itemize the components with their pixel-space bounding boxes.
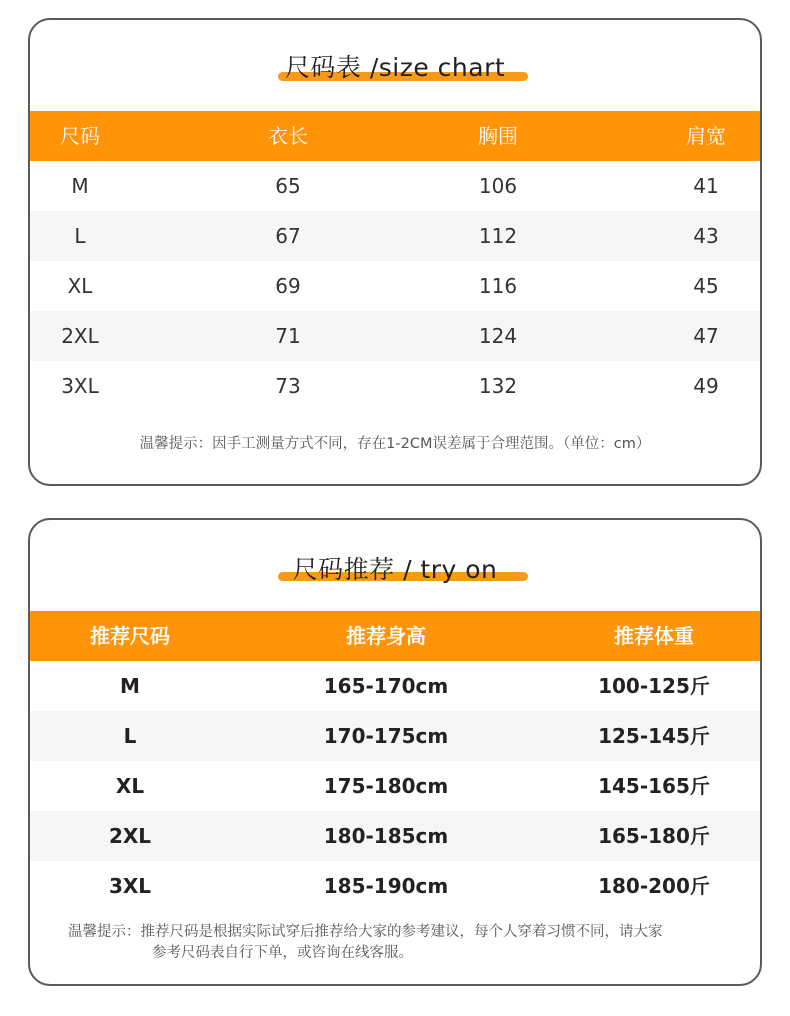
header-length: 衣长 [268,124,308,148]
header-recommended-size: 推荐尺码 [90,624,170,648]
cell-chest: 132 [478,374,518,398]
cell-shoulder: 41 [693,174,719,198]
table-row [30,161,760,211]
table-row [30,761,760,811]
cell-size: 2XL [61,324,99,348]
table-row [30,361,760,411]
cell-size: 2XL [108,824,152,848]
cell-chest: 116 [478,274,518,298]
cell-shoulder: 49 [693,374,719,398]
cell-size: XL [67,274,93,298]
cell-length: 69 [275,274,301,298]
try-on-title-en: / try on [403,555,498,584]
cell-shoulder: 47 [693,324,719,348]
size-chart-title-cn: 尺码表 [284,53,362,82]
cell-height: 165-170cm [323,674,449,698]
cell-chest: 106 [478,174,518,198]
cell-size: XL [115,774,145,798]
header-recommended-weight: 推荐体重 [614,624,694,648]
try-on-title-cn: 尺码推荐 [292,555,395,584]
cell-length: 67 [275,224,301,248]
cell-size: L [74,224,86,248]
cell-chest: 124 [478,324,518,348]
try-on-card [28,518,762,986]
size-chart-title [30,48,760,84]
try-on-note [68,922,760,964]
try-on-note-line2: 参考尺码表自行下单，或咨询在线客服。 [152,945,413,961]
cell-height: 170-175cm [323,724,449,748]
table-row [30,811,760,861]
header-shoulder: 肩宽 [686,124,726,148]
size-chart-title-en: /size chart [369,53,506,82]
cell-chest: 112 [478,224,518,248]
try-on-note-line1: 温馨提示：推荐尺码是根据实际试穿后推荐给大家的参考建议，每个人穿着习惯不同，请大家 [68,924,663,940]
try-on-title [30,550,760,586]
cell-shoulder: 43 [693,224,719,248]
cell-height: 185-190cm [323,874,449,898]
cell-height: 180-185cm [323,824,449,848]
table-row [30,661,760,711]
cell-weight: 165-180斤 [598,824,710,848]
table-row [30,211,760,261]
header-chest: 胸围 [478,124,518,148]
cell-size: M [71,174,89,198]
size-chart-note: 温馨提示：因手工测量方式不同，存在1-2CM误差属于合理范围。（单位：cm） [139,436,651,452]
table-row [30,861,760,911]
cell-size: L [123,724,137,748]
table-row [30,311,760,361]
cell-size: M [120,674,140,698]
cell-size: 3XL [61,374,99,398]
cell-length: 65 [275,174,301,198]
cell-weight: 180-200斤 [598,874,710,898]
size-chart-card [28,18,762,486]
try-on-header-row [30,611,760,661]
size-chart-header-row [30,111,760,161]
table-row [30,261,760,311]
cell-weight: 145-165斤 [598,774,710,798]
cell-length: 71 [275,324,301,348]
header-recommended-height: 推荐身高 [346,624,426,648]
cell-weight: 125-145斤 [598,724,710,748]
header-size: 尺码 [60,124,100,148]
cell-size: 3XL [108,874,152,898]
cell-shoulder: 45 [693,274,719,298]
cell-weight: 100-125斤 [598,674,710,698]
table-row [30,711,760,761]
cell-height: 175-180cm [323,774,449,798]
cell-length: 73 [275,374,301,398]
